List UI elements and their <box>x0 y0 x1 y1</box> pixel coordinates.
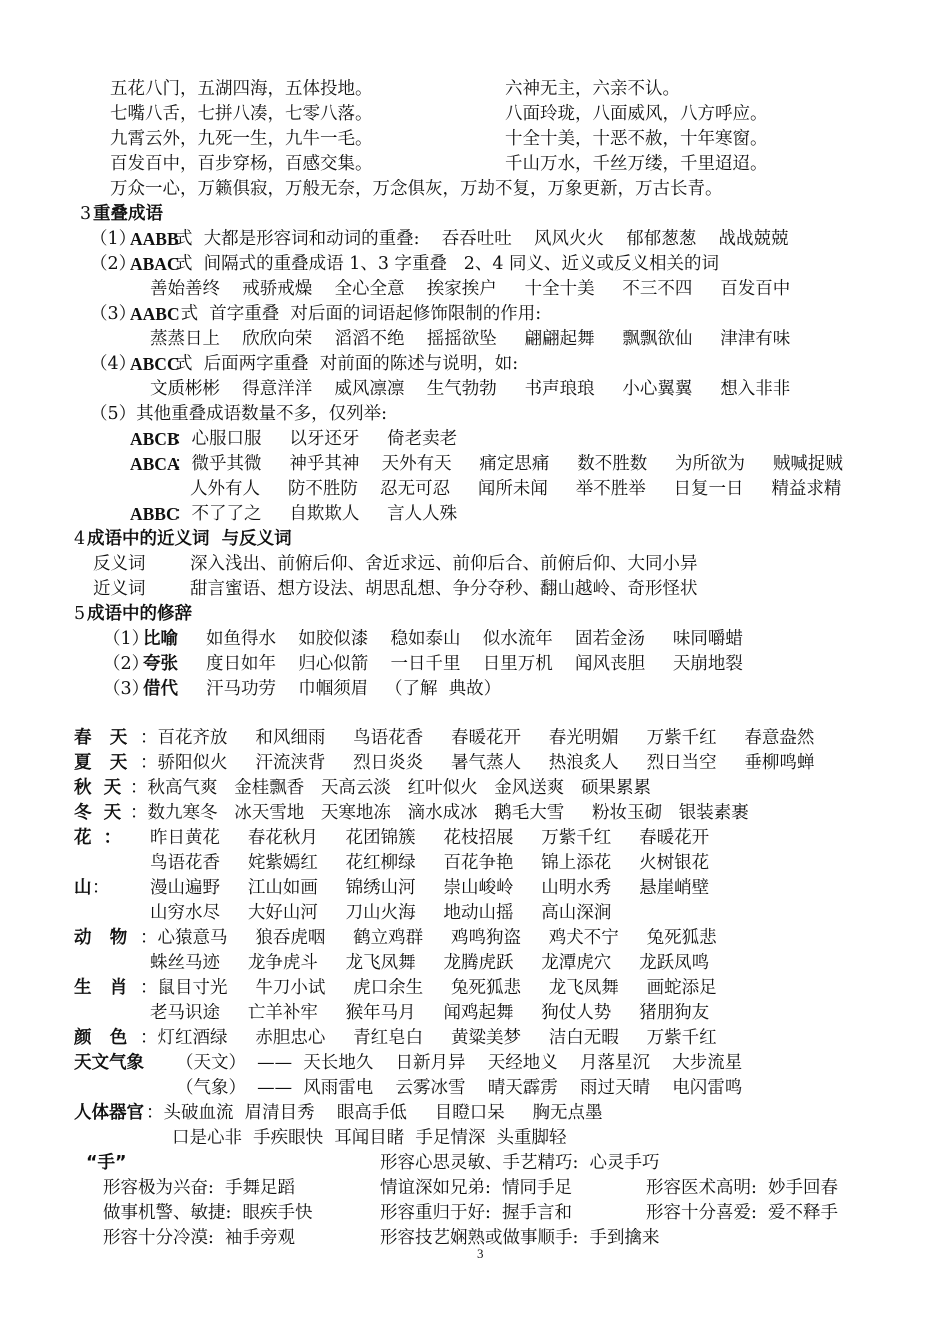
text-segment: ABBC <box>130 504 179 524</box>
text-segment: ：微乎其微 神乎其神 天外有天 痛定思痛 数不胜数 为所欲为 贼喊捉贼 <box>174 454 843 474</box>
heading-text: 动 物 <box>74 928 128 948</box>
text-segment: 式 首字重叠 对后面的词语起修饰限制的作用: <box>175 304 542 324</box>
heading-text: 生 肖 <box>74 978 128 998</box>
text-segment: 万众一心，万籁俱寂，万般无奈，万念俱灰，万劫不复，万象更新，万古长青。 <box>110 179 723 199</box>
text-segment: 形容十分冷漠: 袖手旁观 <box>103 1228 296 1248</box>
text-segment: （4） <box>90 354 137 374</box>
text-segment: ：不了了之 自欺欺人 言人人殊 <box>174 504 458 524</box>
text-segment: 形容重归于好: 握手言和 <box>380 1203 573 1223</box>
heading-text: 人体器官 <box>74 1103 144 1123</box>
heading-text: 春 天 <box>74 728 128 748</box>
text-segment: （2） <box>103 654 150 674</box>
text-segment: ：数九寒冬 冰天雪地 天寒地冻 滴水成冰 鹅毛大雪 粉妆玉砌 银装素裹 <box>130 803 749 823</box>
text-segment: 八面玲珑，八面威风，八方呼应。 <box>505 104 768 124</box>
text-segment: 蛛丝马迹 龙争虎斗 龙飞凤舞 龙腾虎跃 龙潭虎穴 龙跃凤鸣 <box>150 953 710 973</box>
text-segment: 五花八门，五湖四海，五体投地。 <box>110 79 373 99</box>
heading-text: 天文气象 <box>74 1053 144 1073</box>
text-segment: ABCA <box>130 454 180 474</box>
text-segment: 形容心思灵敏、手艺精巧: 心灵手巧 <box>380 1153 660 1173</box>
text-segment: （3） <box>103 679 150 699</box>
text-segment: 式 后面两字重叠 对前面的陈述与说明，如: <box>175 354 519 374</box>
heading-text: 花 ： <box>74 828 122 848</box>
text-segment: ：百花齐放 和风细雨 鸟语花香 春暖花开 春光明媚 万紫千红 春意盎然 <box>140 728 815 748</box>
text-segment: ：心猿意马 狼吞虎咽 鹤立鸡群 鸡鸣狗盗 鸡犬不宁 兔死狐悲 <box>140 928 717 948</box>
heading-text: 夏 天 <box>74 753 128 773</box>
text-segment: 度日如年 归心似箭 一日千里 日里万机 闻风丧胆 天崩地裂 <box>206 654 743 674</box>
text-segment: 人外有人 防不胜防 忍无可忍 闻所未闻 举不胜举 日复一日 精益求精 <box>190 479 842 499</box>
text-segment: （2） <box>90 254 137 274</box>
text-segment: 反义词 深入浅出、前俯后仰、舍近求远、前仰后合、前俯后仰、大同小异 <box>93 554 698 574</box>
heading-text: 冬 天 <box>74 803 122 823</box>
text-segment: 九霄云外，九死一生，九牛一毛。 <box>110 129 373 149</box>
text-segment: （1） <box>90 229 137 249</box>
text-segment: （3） <box>90 304 137 324</box>
heading-text: 成语中的修辞 <box>87 604 192 624</box>
text-segment: 做事机警、敏捷: 眼疾手快 <box>103 1203 313 1223</box>
text-segment: 鸟语花香 姹紫嫣红 花红柳绿 百花争艳 锦上添花 火树银花 <box>150 853 710 873</box>
heading-text: 秋 天 <box>74 778 122 798</box>
text-segment: 千山万水，千丝万缕，千里迢迢。 <box>505 154 768 174</box>
text-segment: ： <box>92 878 110 898</box>
text-segment: ：灯红酒绿 赤胆忠心 青红皂白 黄粱美梦 洁白无暇 万紫千红 <box>140 1028 717 1048</box>
text-segment: 老马识途 亡羊补牢 猴年马月 闻鸡起舞 狗仗人势 猪朋狗友 <box>150 1003 710 1023</box>
text-segment: ABCB <box>130 429 179 449</box>
heading-text: 比喻 <box>143 629 178 649</box>
text-segment: 5 <box>74 604 86 624</box>
text-segment: ABAC <box>130 254 180 274</box>
text-segment: 4 <box>74 529 86 549</box>
heading-text: 山 <box>74 878 92 898</box>
text-segment: 口是心非 手疾眼快 耳闻目睹 手足情深 头重脚轻 <box>172 1128 567 1148</box>
heading-text: 夸张 <box>143 654 178 674</box>
text-segment: 形容医术高明: 妙手回春 <box>646 1178 839 1198</box>
text-segment: 式 间隔式的重叠成语 1、3 字重叠 2、4 同义、近义或反义相关的词 <box>175 254 720 274</box>
text-segment: （天文） —— 天长地久 日新月异 天经地义 月落星沉 大步流星 <box>176 1053 743 1073</box>
heading-text: “手” <box>86 1153 127 1173</box>
text-segment: 形容极为兴奋: 手舞足蹈 <box>103 1178 296 1198</box>
text-segment: ：头破血流 眉清目秀 眼高手低 目瞪口呆 胸无点墨 <box>146 1103 603 1123</box>
text-segment: ：骄阳似火 汗流浃背 烈日炎炎 暑气蒸人 热浪炙人 烈日当空 垂柳鸣蝉 <box>140 753 815 773</box>
text-segment: 情谊深如兄弟: 情同手足 <box>380 1178 573 1198</box>
text-segment: 六神无主，六亲不认。 <box>505 79 680 99</box>
text-segment: 昨日黄花 春花秋月 花团锦簇 花枝招展 万紫千红 春暖花开 <box>150 828 710 848</box>
text-segment: （1） <box>103 629 150 649</box>
text-segment: 如鱼得水 如胶似漆 稳如泰山 似水流年 固若金汤 味同嚼蜡 <box>206 629 743 649</box>
text-segment: 十全十美，十恶不赦，十年寒窗。 <box>505 129 768 149</box>
text-segment: AABB <box>130 229 179 249</box>
text-segment: 文质彬彬 得意洋洋 威风凛凛 生气勃勃 书声琅琅 小心翼翼 想入非非 <box>150 379 791 399</box>
text-segment: 山穷水尽 大好山河 刀山火海 地动山摇 高山深涧 <box>150 903 612 923</box>
heading-text: 重叠成语 <box>93 204 163 224</box>
text-segment: 漫山遍野 江山如画 锦绣山河 崇山峻岭 山明水秀 悬崖峭壁 <box>150 878 710 898</box>
text-segment: 蒸蒸日上 欣欣向荣 滔滔不绝 摇摇欲坠 翩翩起舞 飘飘欲仙 津津有味 <box>150 329 791 349</box>
text-segment: 善始善终 戒骄戒燥 全心全意 挨家挨户 十全十美 不三不四 百发百中 <box>150 279 791 299</box>
text-segment: ：心服口服 以牙还牙 倚老卖老 <box>174 429 458 449</box>
text-segment: 形容十分喜爱: 爱不释手 <box>646 1203 839 1223</box>
text-segment: 汗马功劳 巾帼须眉 （了解 典故） <box>206 679 502 699</box>
page-number: 3 <box>477 1246 484 1261</box>
heading-text: 颜 色 <box>74 1028 128 1048</box>
heading-text: 借代 <box>143 679 178 699</box>
text-segment: AABC <box>130 304 180 324</box>
text-segment: 七嘴八舌，七拼八凑，七零八落。 <box>110 104 373 124</box>
heading-text: 成语中的近义词 与反义词 <box>87 529 292 549</box>
text-segment: 形容技艺娴熟或做事顺手: 手到擒来 <box>380 1228 660 1248</box>
text-segment: （气象） —— 风雨雷电 云雾冰雪 晴天霹雳 雨过天晴 电闪雷鸣 <box>176 1078 743 1098</box>
text-segment: ：鼠目寸光 牛刀小试 虎口余生 兔死狐悲 龙飞凤舞 画蛇添足 <box>140 978 717 998</box>
text-segment: 百发百中，百步穿杨，百感交集。 <box>110 154 373 174</box>
text-segment: 式 大都是形容词和动词的重叠: 吞吞吐吐 风风火火 郁郁葱葱 战战兢兢 <box>175 229 789 249</box>
text-segment: 3 <box>80 204 92 224</box>
text-segment: ABCC <box>130 354 180 374</box>
text-segment: ：秋高气爽 金桂飘香 天高云淡 红叶似火 金风送爽 硕果累累 <box>130 778 651 798</box>
text-segment: （5）其他重叠成语数量不多，仅列举: <box>90 404 388 424</box>
text-segment: 近义词 甜言蜜语、想方设法、胡思乱想、争分夺秒、翻山越岭、奇形怪状 <box>93 579 698 599</box>
